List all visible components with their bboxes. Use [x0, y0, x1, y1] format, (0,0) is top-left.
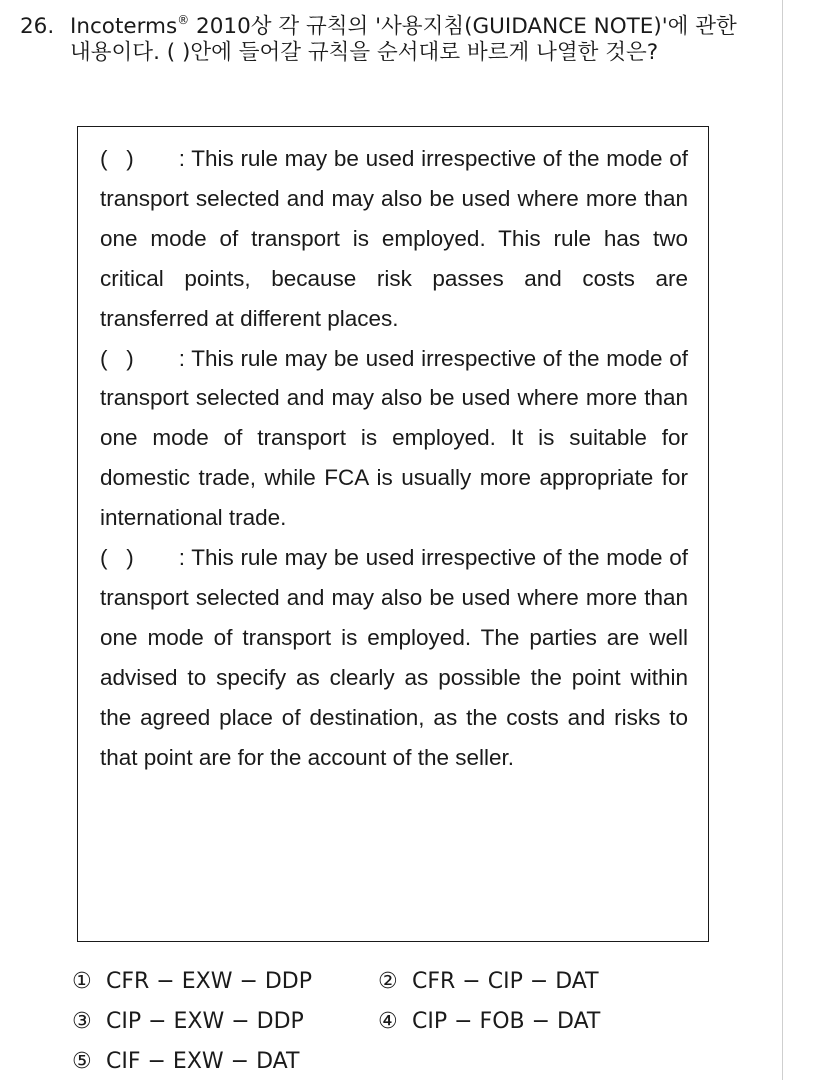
passage [100, 139, 688, 778]
options-row-1 [72, 962, 684, 1002]
passage-box [77, 126, 709, 942]
option-2-mark: ② [378, 969, 398, 994]
page-divider [782, 0, 783, 1080]
option-3-mark: ③ [72, 1009, 92, 1034]
option-5-mark: ⑤ [72, 1049, 92, 1074]
passage-text-2: : This rule may be used irrespective of the mode of transport selected and may also be used where more than one mode of transport is employed. It is suitable for domestic trade, while FCA is usually more appropriate for international trade. [100, 345, 688, 531]
option-4-mark: ④ [378, 1009, 398, 1034]
blank-2: ( ) [100, 345, 134, 371]
options-row-3 [72, 1042, 684, 1082]
blank-1: ( ) [100, 146, 134, 171]
question-stem [20, 14, 780, 66]
option-1-text: CFR − EXW − DDP [106, 969, 313, 994]
option-3[interactable] [72, 1002, 378, 1042]
option-4[interactable] [378, 1002, 684, 1042]
option-1[interactable] [72, 962, 378, 1002]
option-5[interactable] [72, 1042, 378, 1082]
question-number: 26. [20, 14, 55, 39]
option-2-text: CFR − CIP − DAT [412, 969, 599, 994]
passage-text-1: : This rule may be used irrespective of the mode of transport selected and may also be used where more than one mode of transport is employed. This rule has two critical points, because risk passes and costs are transferred at different places. [100, 146, 688, 331]
question-title-part2: 2010상 각 규칙의 '사용지침(GUIDANCE NOTE)'에 관한 내용이다. ( )안에 들어갈 규칙을 순서대로 바르게 나열한 것은? [70, 14, 737, 65]
option-2[interactable] [378, 962, 684, 1002]
option-1-mark: ① [72, 969, 92, 994]
question-title-part1: Incoterms [70, 14, 178, 39]
passage-item-2 [100, 339, 688, 539]
option-4-text: CIP − FOB − DAT [412, 1009, 601, 1034]
options-row-2 [72, 1002, 684, 1042]
registered-mark: ® [177, 13, 190, 27]
question-text [70, 14, 760, 66]
option-3-text: CIP − EXW − DDP [106, 1009, 304, 1034]
passage-text-3: : This rule may be used irrespective of the mode of transport selected and may also be used where more than one mode of transport is employed. The parties are well advised to specify as clearly as possible the point within the agreed place of destination, as the costs and risks to that point are for the account of the seller. [100, 545, 688, 770]
passage-item-1 [100, 139, 688, 339]
option-5-text: CIF − EXW − DAT [106, 1049, 300, 1074]
answer-options [72, 962, 684, 1082]
blank-3: ( ) [100, 545, 134, 571]
passage-item-3 [100, 538, 688, 777]
